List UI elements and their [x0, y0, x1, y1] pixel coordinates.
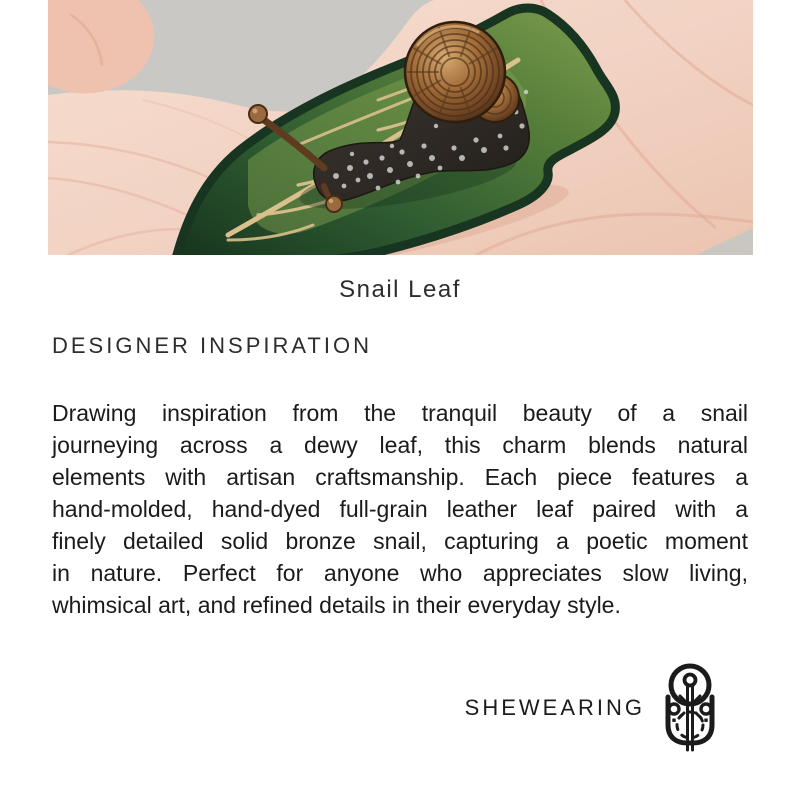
paragraph-line: finely detailed solid bronze snail, capturing a poetic moment [52, 528, 748, 554]
paragraph-line: whimsical art, and refined details in their everyday style. [52, 592, 621, 618]
product-photo-illustration [48, 0, 753, 255]
section-heading: DESIGNER INSPIRATION [52, 333, 372, 358]
paragraph-line: hand-molded, hand-dyed full-grain leather leaf paired with a [52, 496, 748, 522]
paragraph-line: elements with artisan craftsmanship. Each piece features a [52, 464, 748, 490]
paragraph-line: journeying across a dewy leaf, this charm blends natural [52, 432, 748, 458]
brand-name: SHEWEARING [464, 695, 645, 720]
product-photo [48, 0, 753, 255]
inspiration-paragraph [52, 397, 748, 621]
photo-caption: Snail Leaf [339, 276, 461, 303]
paragraph-line: Drawing inspiration from the tranquil beauty of a snail [52, 400, 748, 426]
brand-signature [465, 663, 720, 753]
needle-thread-emblem-icon [660, 663, 720, 753]
paragraph-line: in nature. Perfect for anyone who appreciates slow living, [52, 560, 748, 586]
